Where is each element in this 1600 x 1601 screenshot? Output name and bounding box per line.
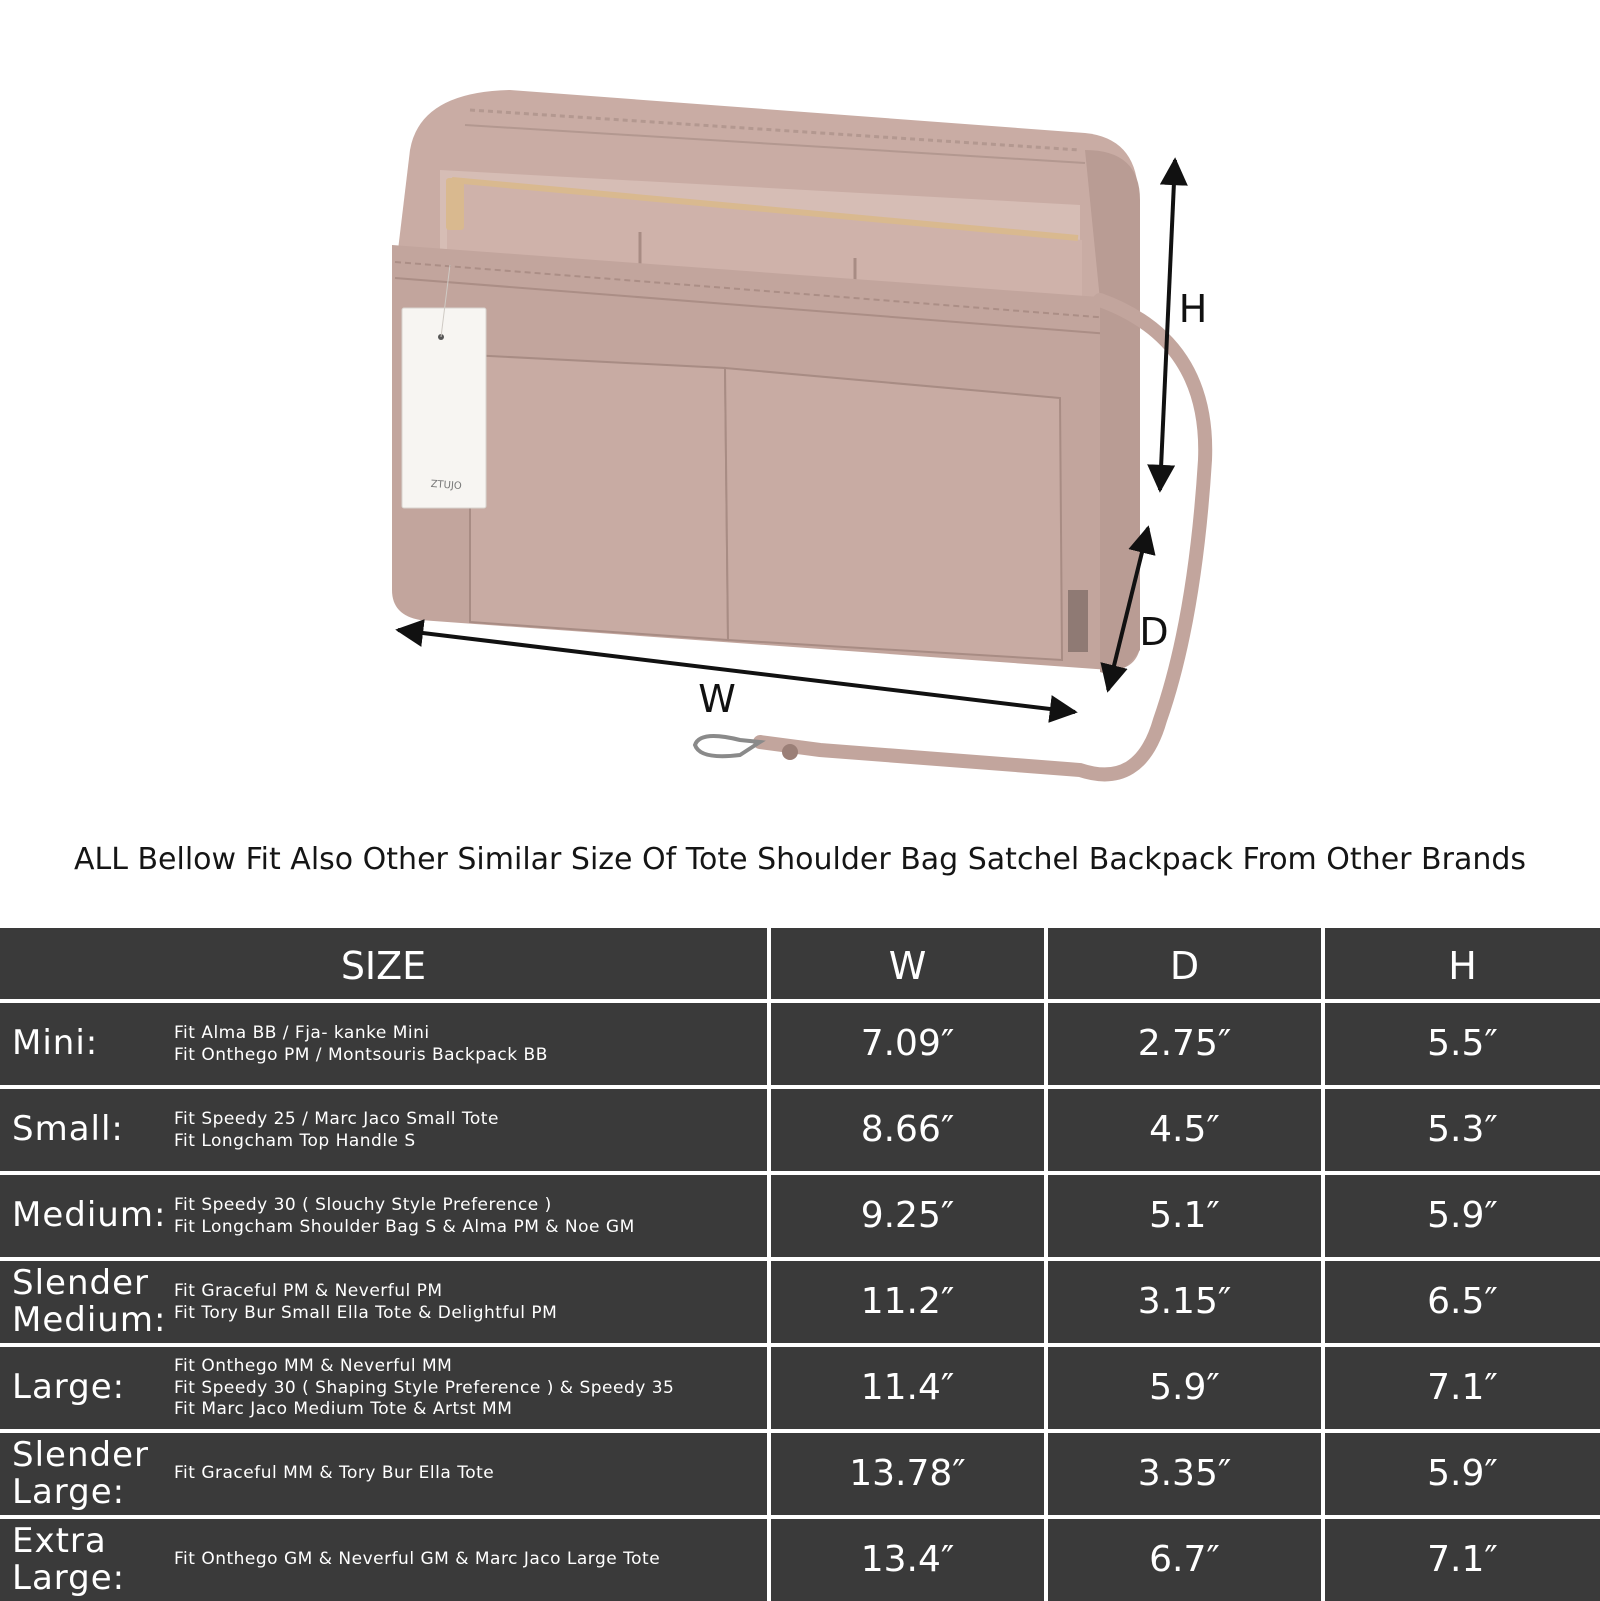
compatible-bag-line: Fit Graceful MM & Tory Bur Ella Tote xyxy=(174,1463,495,1483)
size-cell xyxy=(0,1003,767,1085)
height-value-cell xyxy=(1325,1261,1600,1343)
width-value-cell xyxy=(771,1003,1044,1085)
clasp-icon xyxy=(695,736,760,756)
size-table xyxy=(0,928,1600,1600)
size-name-line: Slender xyxy=(12,1263,149,1303)
width-value: 13.4″ xyxy=(860,1539,955,1580)
depth-value: 4.5″ xyxy=(1149,1109,1220,1150)
width-value-cell xyxy=(771,1261,1044,1343)
side-label xyxy=(1068,590,1088,652)
compatible-bags xyxy=(174,1281,557,1324)
depth-value-cell xyxy=(1048,1519,1321,1601)
size-table-row xyxy=(0,1175,1600,1257)
size-name-line: Extra xyxy=(12,1521,107,1561)
depth-label: D xyxy=(1139,610,1169,654)
height-value: 6.5″ xyxy=(1427,1281,1498,1322)
size-name-line: Medium: xyxy=(12,1300,167,1340)
height-value: 5.3″ xyxy=(1427,1109,1498,1150)
size-name-line: Medium: xyxy=(12,1195,167,1235)
size-name-line: Mini: xyxy=(12,1023,99,1063)
header-w: W xyxy=(888,944,927,988)
compatible-bag-line: Fit Marc Jaco Medium Tote & Artst MM xyxy=(174,1399,513,1419)
depth-value-cell xyxy=(1048,1261,1321,1343)
compatible-bags xyxy=(174,1549,660,1571)
depth-value-cell xyxy=(1048,1433,1321,1515)
compatible-bag-line: Fit Longcham Shoulder Bag S & Alma PM & Noe GM xyxy=(174,1216,635,1237)
width-value-cell xyxy=(771,1433,1044,1515)
depth-value-cell xyxy=(1048,1089,1321,1171)
depth-value-cell xyxy=(1048,1347,1321,1429)
header-h: H xyxy=(1448,944,1477,988)
height-value-cell xyxy=(1325,1347,1600,1429)
height-value-cell xyxy=(1325,1175,1600,1257)
compatible-bag-line: Fit Alma BB / Fja- kanke Mini xyxy=(174,1023,430,1043)
depth-value: 3.15″ xyxy=(1137,1281,1232,1322)
depth-value: 5.9″ xyxy=(1149,1367,1220,1408)
width-value: 8.66″ xyxy=(860,1109,955,1150)
size-cell xyxy=(0,1519,767,1601)
compatible-bag-line: Fit Onthego MM & Neverful MM xyxy=(174,1356,453,1376)
compatible-bag-line: Fit Speedy 30 ( Slouchy Style Preference ) xyxy=(174,1195,552,1215)
fit-note-heading: ALL Bellow Fit Also Other Similar Size Of Tote Shoulder Bag Satchel Backpack From Other Brands xyxy=(73,842,1527,877)
compatible-bags xyxy=(174,1356,674,1421)
size-table-row xyxy=(0,1089,1600,1171)
header-size-cell xyxy=(0,928,767,999)
height-arrow xyxy=(1160,160,1175,490)
compatible-bag-line: Fit Onthego GM & Neverful GM & Marc Jaco Large Tote xyxy=(174,1549,661,1569)
height-value-cell xyxy=(1325,1003,1600,1085)
compatible-bag-line: Fit Tory Bur Small Ella Tote & Delightful PM xyxy=(174,1302,558,1323)
size-name xyxy=(12,1111,124,1148)
size-name-line: Large: xyxy=(12,1367,126,1407)
size-cell xyxy=(0,1433,767,1515)
hang-tag-brand: ZTUJO xyxy=(430,478,463,493)
header-h-cell xyxy=(1325,928,1600,999)
compatible-bags xyxy=(174,1109,499,1152)
depth-value-cell xyxy=(1048,1175,1321,1257)
size-cell xyxy=(0,1347,767,1429)
header-size: SIZE xyxy=(340,944,427,988)
size-table-row xyxy=(0,1261,1600,1343)
header-d: D xyxy=(1169,944,1200,988)
size-name-line: Large: xyxy=(12,1472,126,1512)
size-table-row xyxy=(0,1433,1600,1515)
width-value: 7.09″ xyxy=(860,1023,955,1064)
hang-tag xyxy=(402,308,486,508)
height-value: 5.9″ xyxy=(1427,1195,1498,1236)
width-label: W xyxy=(698,677,736,721)
front-pocket-left xyxy=(470,355,728,640)
height-value: 5.9″ xyxy=(1427,1453,1498,1494)
height-value: 7.1″ xyxy=(1427,1539,1498,1580)
size-table-header xyxy=(0,928,1600,999)
zipper-pull xyxy=(446,178,464,230)
width-value-cell xyxy=(771,1519,1044,1601)
depth-value: 2.75″ xyxy=(1137,1023,1232,1064)
compatible-bag-line: Fit Speedy 30 ( Shaping Style Preference ) & Speedy 35 xyxy=(174,1377,675,1398)
depth-value-cell xyxy=(1048,1003,1321,1085)
height-value-cell xyxy=(1325,1433,1600,1515)
size-name-line: Slender xyxy=(12,1435,149,1475)
size-name xyxy=(12,1369,125,1406)
size-table-row xyxy=(0,1347,1600,1429)
size-name xyxy=(12,1265,166,1339)
width-value: 11.4″ xyxy=(860,1367,955,1408)
width-value: 9.25″ xyxy=(860,1195,955,1236)
compatible-bag-line: Fit Speedy 25 / Marc Jaco Small Tote xyxy=(174,1109,499,1129)
size-name-line: Small: xyxy=(12,1109,124,1149)
height-value: 5.5″ xyxy=(1427,1023,1498,1064)
compatible-bag-line: Fit Onthego PM / Montsouris Backpack BB xyxy=(174,1044,548,1065)
size-name xyxy=(12,1197,166,1234)
depth-value: 6.7″ xyxy=(1149,1539,1220,1580)
header-w-cell xyxy=(771,928,1044,999)
height-value-cell xyxy=(1325,1089,1600,1171)
width-value-cell xyxy=(771,1347,1044,1429)
size-cell xyxy=(0,1261,767,1343)
size-name xyxy=(12,1523,125,1597)
size-name xyxy=(12,1437,149,1511)
compatible-bags xyxy=(174,1195,635,1238)
header-d-cell xyxy=(1048,928,1321,999)
height-value: 7.1″ xyxy=(1427,1367,1498,1408)
compatible-bags xyxy=(174,1023,548,1066)
depth-value: 5.1″ xyxy=(1149,1195,1220,1236)
width-value: 11.2″ xyxy=(860,1281,955,1322)
width-value: 13.78″ xyxy=(849,1453,966,1494)
size-cell xyxy=(0,1175,767,1257)
compatible-bag-line: Fit Longcham Top Handle S xyxy=(174,1130,416,1151)
height-label: H xyxy=(1178,287,1208,331)
front-pocket-right xyxy=(725,368,1062,660)
size-cell xyxy=(0,1089,767,1171)
size-table-row xyxy=(0,1003,1600,1085)
compatible-bags xyxy=(174,1463,494,1485)
size-table-row xyxy=(0,1519,1600,1601)
depth-value: 3.35″ xyxy=(1137,1453,1232,1494)
size-name-line: Large: xyxy=(12,1558,126,1598)
compatible-bag-line: Fit Graceful PM & Neverful PM xyxy=(174,1281,443,1301)
width-value-cell xyxy=(771,1089,1044,1171)
width-value-cell xyxy=(771,1175,1044,1257)
height-value-cell xyxy=(1325,1519,1600,1601)
size-name xyxy=(12,1025,98,1062)
